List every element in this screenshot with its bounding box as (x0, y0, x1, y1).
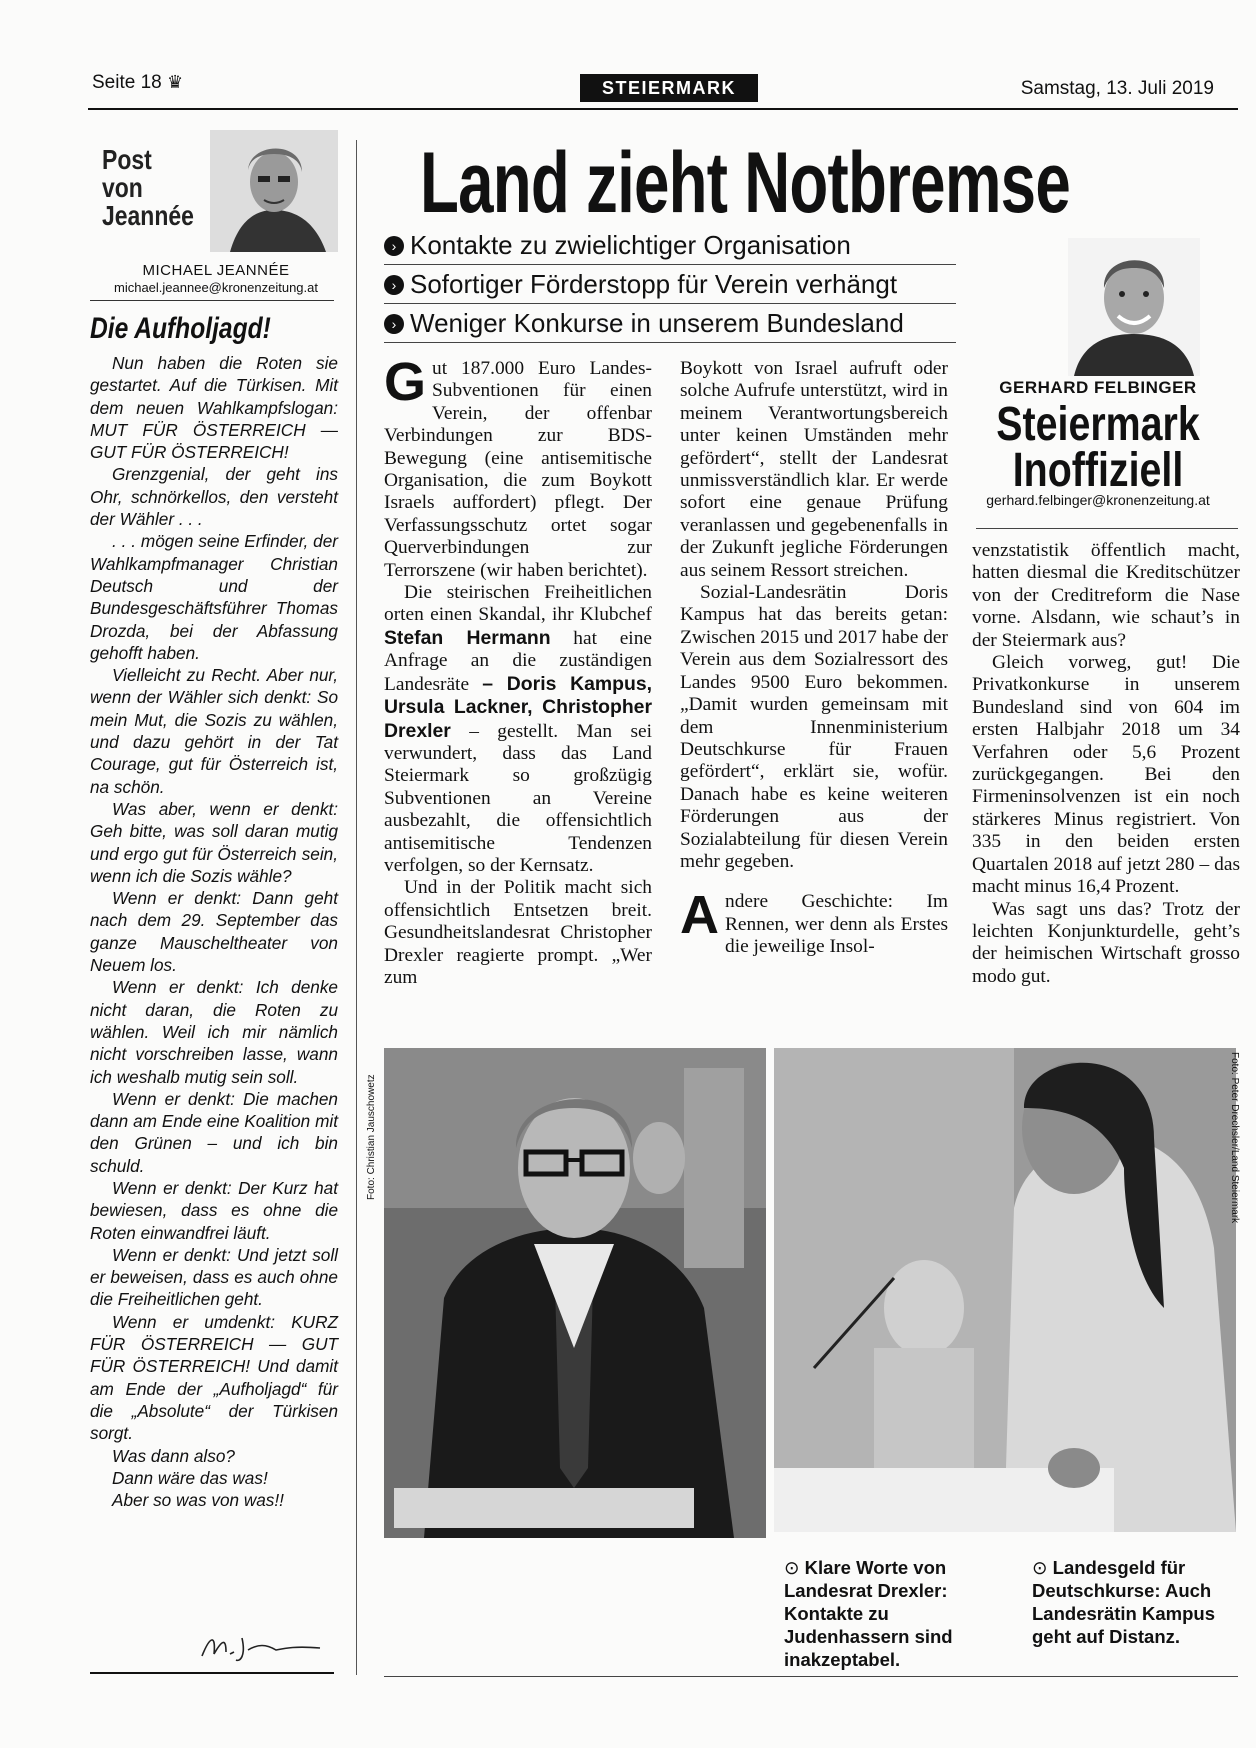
columnist-name: MICHAEL JEANNÉE (142, 262, 290, 279)
column-paragraph: Wenn er denkt: Der Kurz hat bewiesen, dass es ohne die Roten einwandfrei läuft. (90, 1177, 338, 1243)
subhead: › Sofortiger Förderstopp für Verein verhängt (384, 265, 956, 304)
columnist-email: michael.jeannee@kronenzeitung.at (114, 280, 318, 295)
column-end-rule (90, 1672, 334, 1674)
author-rule (976, 528, 1238, 529)
photo-caption: ⊙ Landesgeld für Deutschkurse: Auch Landesrätin Kampus geht auf Distanz. (1032, 1557, 1215, 1647)
article-paragraph: Boykott von Israel aufruft oder solche Aufrufe unterstützt, wird in meinem Verantwortungsbereich unter keinen Umständen mehr gefördert“, stellt der Landesrat unmissverständlich klar. Er werde sofort eine genaue Prüfung veranlassen und gegebenenfalls in der Zukunft jegliche Förderungen aus seinem Ressort streichen. (680, 358, 948, 581)
column-paragraph: . . . mögen seine Erfinder, der Wahlkampfmanager Christian Deutsch und der Bundesgeschäftsführer Thomas Drozda, bei der Abfassung gehofft haben. (90, 531, 338, 663)
author-email: gerhard.felbinger@kronenzeitung.at (986, 492, 1210, 508)
article-column-1 (384, 352, 652, 1028)
column-paragraph: Dann wäre das was! (112, 1467, 268, 1488)
chevron-right-circle-icon: › (384, 236, 404, 256)
author-portrait (1068, 238, 1200, 376)
column-paragraph: Nun haben die Roten sie gestartet. Auf die Türkisen. Mit dem neuen Wahlkampfslogan: MUT FÜR ÖSTERREICH — GUT FÜR ÖSTERREICH! (90, 353, 338, 463)
column-paragraph: Was aber, wenn er denkt: Geh bitte, was soll daran mutig und ergo gut für Österreich sein, wenn ich die Sozis wähle? (90, 798, 338, 886)
article-paragraph: Gleich vorweg, gut! Die Privatkonkurse in unserem Bundesland sind von 604 im ersten Halbjahr 2018 um 34 Verfahren oder 5,6 Prozent zurückgegangen. Bei den Firmeninsolvenzen ist ein noch stärkeres Minus registriert. Von 335 in den beiden ersten Quartalen 2018 auf jetzt 280 – das macht minus 16,4 Prozent. (972, 652, 1240, 898)
column-logo: Post von Jeannée (102, 144, 194, 231)
section-tag: STEIERMARK (580, 74, 758, 102)
column-paragraph: Was dann also? (112, 1445, 235, 1466)
arrow-up-circle-icon: ⊙ (1032, 1557, 1048, 1578)
column-brand: Steiermark Inoffiziell (996, 398, 1200, 497)
drop-cap: G (384, 352, 427, 412)
article-paragraph: Sozial-Landesrätin Doris Kampus hat das bereits getan: Zwischen 2015 und 2017 habe der Verein aus dem Sozialressort des Landes 9500 Euro bekommen. „Damit wurden gemeinsam mit dem Innenministerium Deutschkurse für Frauen gefördert“, erklärt sie, wofür. Danach habe es keine weiteren Förderungen aus der Sozialabteilung für diesen Verein mehr gegeben. (680, 582, 948, 872)
signature (196, 1626, 326, 1666)
arrow-left-circle-icon: ⊙ (784, 1557, 800, 1578)
column-title: Die Aufholjagd! (90, 312, 271, 345)
drop-cap: A (680, 885, 719, 946)
column-divider (356, 140, 357, 1675)
article-paragraph: Andere Geschichte: Im Rennen, wer denn als Erstes die jeweilige Insol- (680, 885, 948, 958)
crown-icon: ♛ (167, 72, 184, 92)
footer-rule (384, 1676, 1238, 1677)
photo-caption: ⊙ Klare Worte von Landesrat Drexler: Kontakte zu Judenhassern sind inakzeptabel. (784, 1557, 953, 1670)
chevron-right-circle-icon: › (384, 275, 404, 295)
article-paragraph: venzstatistik öffentlich macht, hatten diesmal die Kreditschützer von der Creditreform die Nase vorne. Alsdann, wie schaut’s in der Steiermark aus? (972, 540, 1240, 651)
photo-credit: Foto: Christian Jauschowetz (366, 1074, 377, 1200)
column-rule (90, 300, 334, 301)
article-column-3 (972, 540, 1240, 1030)
article-paragraph: Und in der Politik macht sich offensichtlich Entsetzen breit. Gesundheitslandesrat Christopher Drexler reagierte prompt. „Wer zum (384, 877, 652, 988)
author-name: GERHARD FELBINGER (999, 378, 1197, 397)
article-paragraph: Was sagt uns das? Trotz der leichten Konjunkturdelle, geht’s der heimischen Wirtschaft grosso modo gut. (972, 898, 1240, 987)
photo-drexler (384, 1048, 766, 1538)
article-paragraph: Gut 187.000 Euro Landes-Subventionen für einen Verein, der offenbar Verbindungen zur BDS-Bewegung (eine antisemitische Organisation, die zum Boykott Israels auffordert) pflegt. Der Verfassungsschutz ortet sogar Querverbindungen zur Terrorszene (wir haben berichtet). (384, 352, 652, 581)
column-paragraph: Wenn er denkt: Dann geht nach dem 29. September das ganze Mauscheltheater von Neuem los. (90, 888, 338, 976)
column-body (90, 352, 338, 1511)
column-paragraph: Grenzgenial, der geht ins Ohr, schnörkellos, den versteht der Wähler . . . (90, 464, 338, 530)
columnist-portrait (210, 130, 338, 252)
column-paragraph: Vielleicht zu Recht. Aber nur, wenn der Wähler sich denkt: So mein Mut, die Sozis zu wählen, und dazu gehört in der Tat Courage, gut für Österreich ist, na schön. (90, 665, 338, 797)
article-paragraph: Die steirischen Freiheitlichen orten einen Skandal, ihr Klubchef Stefan Hermann hat eine Anfrage an die zuständigen Landesräte – Doris Kampus, Ursula Lackner, Christopher Drexler – gestellt. Man sei verwundert, dass das Land Steiermark so großzügig Subventionen an Vereine ausbezahlt, die offensichtlich antisemitische Tendenzen verfolgen, so der Kernsatz. (384, 582, 652, 876)
column-paragraph: Wenn er denkt: Ich denke nicht daran, die Roten zu wählen. Weil ich mir nämlich nicht vorschreiben lasse, wann ich weshalb mutig sein soll. (90, 977, 338, 1087)
column-paragraph: Aber so was von was!! (112, 1490, 284, 1511)
chevron-right-circle-icon: › (384, 314, 404, 334)
photo-kampus (774, 1048, 1236, 1532)
column-paragraph: Wenn er denkt: Die machen dann am Ende eine Koalition mit den Grünen – und ich bin schuld. (90, 1088, 338, 1176)
header-rule (88, 108, 1238, 110)
article-headline: Land zieht Notbremse (420, 135, 1070, 231)
article-column-2 (680, 358, 948, 1028)
subheads (384, 226, 956, 343)
subhead: › Kontakte zu zwielichtiger Organisation (384, 226, 956, 265)
page-number: Seite 18 ♛ (92, 72, 184, 93)
issue-date: Samstag, 13. Juli 2019 (1020, 78, 1214, 99)
column-paragraph: Wenn er denkt: Und jetzt soll er beweisen, dass es auch ohne die Freiheitlichen geht. (90, 1244, 338, 1310)
column-paragraph: Wenn er umdenkt: KURZ FÜR ÖSTERREICH — GUT FÜR ÖSTERREICH! Und damit am Ende der „Aufholjagd“ für die „Absolute“ der Türkisen sorgt. (90, 1311, 338, 1444)
subhead: › Weniger Konkurse in unserem Bundesland (384, 304, 956, 343)
photo-credit: Foto: Peter Drechsler/Land Steiermark (1229, 1052, 1240, 1224)
